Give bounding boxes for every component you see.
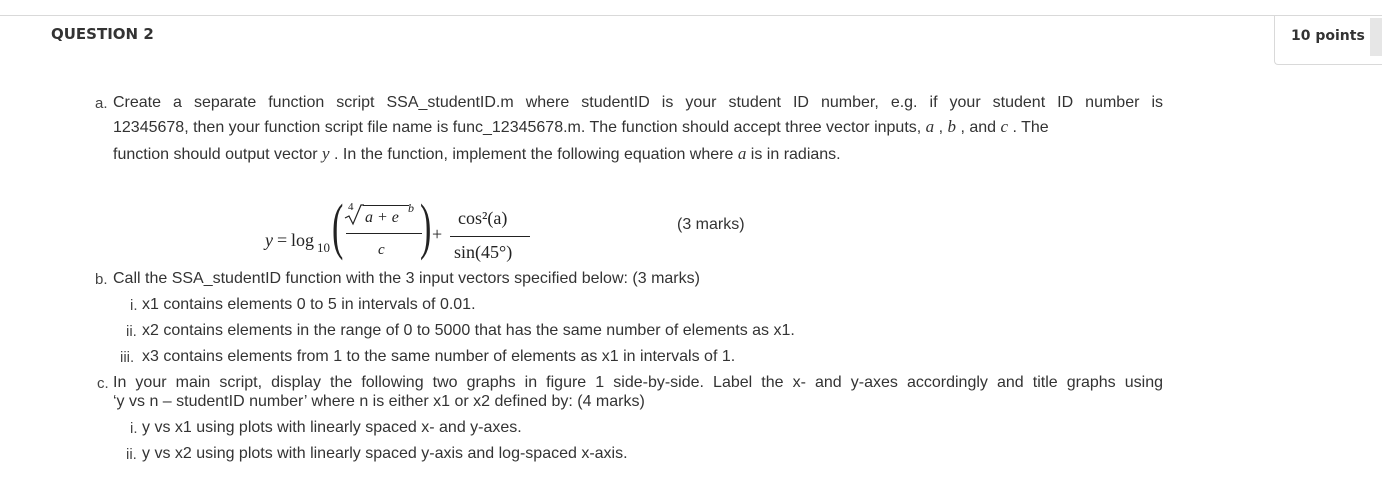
var-b: b xyxy=(947,117,957,136)
part-a-line-1: Create a separate function script SSA_studentID.m where studentID is your student ID number, e.g. if your student ID number is xyxy=(113,94,1163,111)
sep-2: , and xyxy=(960,119,997,136)
sep-1: , xyxy=(938,119,944,136)
part-b-item-2-marker: ii. xyxy=(126,323,137,340)
var-y: y xyxy=(322,144,330,163)
part-a-line-3-mid: . In the function, implement the following equation where xyxy=(334,146,734,163)
part-b-item-3-marker: iii. xyxy=(120,349,135,366)
part-a-line-2-end: . The xyxy=(1012,119,1049,136)
equation xyxy=(262,193,562,274)
eq-denominator-sin: sin(45°) xyxy=(454,242,513,262)
part-c-line-1: In your main script, display the following two graphs in figure 1 side-by-side. Label the x- and y-axes accordingly and title graphs using xyxy=(113,374,1163,391)
part-c-item-1: y vs x1 using plots with linearly spaced x- and y-axes. xyxy=(142,419,522,436)
eq-left-paren: ( xyxy=(332,193,344,261)
part-b-text: Call the SSA_studentID function with the 3 input vectors specified below: (3 marks) xyxy=(113,270,700,287)
part-c-item-2-marker: ii. xyxy=(126,446,137,463)
eq-equals: = xyxy=(277,230,288,250)
part-a-line-3-text: function should output vector xyxy=(113,146,318,163)
eq-log: log xyxy=(291,230,315,250)
part-b-item-2: x2 contains elements in the range of 0 to 5000 that has the same number of elements as x1. xyxy=(142,322,795,339)
var-c: c xyxy=(1000,117,1009,136)
eq-right-paren: ) xyxy=(420,193,432,261)
part-a-line-3 xyxy=(113,141,1163,168)
eq-plus: + xyxy=(432,224,443,244)
radical-icon xyxy=(344,204,364,226)
var-a: a xyxy=(925,117,935,136)
question-title: QUESTION 2 xyxy=(51,25,154,43)
eq-numerator-cos: cos²(a) xyxy=(458,208,508,228)
eq-exponent: b xyxy=(408,201,414,215)
part-b-marker: b. xyxy=(95,271,108,288)
radical-overline xyxy=(363,205,409,206)
part-b-item-1-marker: i. xyxy=(130,297,138,314)
part-b-item-3: x3 contains elements from 1 to the same number of elements as x1 in intervals of 1. xyxy=(142,348,736,365)
part-a-line-2-text: 12345678, then your function script file name is func_12345678.m. The function should accept three vector inputs, xyxy=(113,119,922,136)
eq-root-index: 4 xyxy=(348,201,354,213)
part-a-line-3-end: is in radians. xyxy=(750,146,841,163)
left-fraction-bar xyxy=(346,233,422,234)
part-b-item-1: x1 contains elements 0 to 5 in intervals of 0.01. xyxy=(142,296,476,313)
points-label: 10 points xyxy=(1291,28,1365,44)
part-c-item-2: y vs x2 using plots with linearly spaced y-axis and log-spaced x-axis. xyxy=(142,445,628,462)
equation-marks: (3 marks) xyxy=(677,216,745,233)
eq-y: y xyxy=(265,230,273,250)
part-a-marker: a. xyxy=(95,95,108,112)
part-a-line-2 xyxy=(113,114,1163,141)
right-fraction-bar xyxy=(450,236,530,237)
eq-radicand: a + e xyxy=(365,209,399,226)
part-c-line-2: ‘y vs n – studentID number’ where n is either x1 or x2 defined by: (4 marks) xyxy=(113,393,645,410)
eq-denominator-c: c xyxy=(378,242,385,258)
eq-log-base: 10 xyxy=(317,240,330,255)
part-c-marker: c. xyxy=(97,375,109,392)
var-a-radians: a xyxy=(737,144,747,163)
part-c-item-1-marker: i. xyxy=(130,420,138,437)
